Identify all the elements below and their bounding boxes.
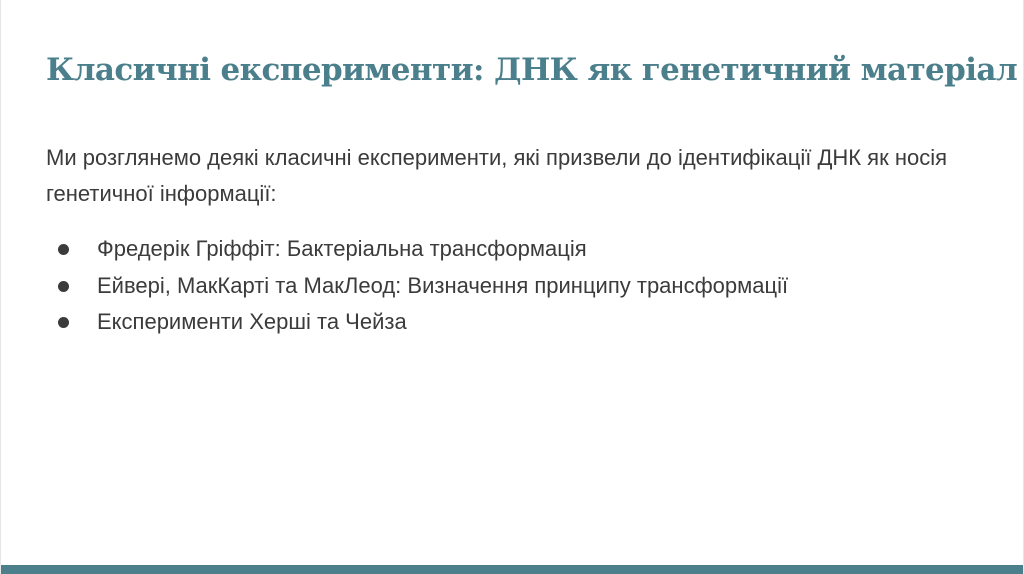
bullet-icon: [58, 281, 69, 292]
list-item: [46, 268, 788, 305]
list-item-text: Ейвері, МакКарті та МакЛеод: Визначення принципу трансформації: [97, 272, 789, 298]
list-item-text: Експерименти Херші та Чейза: [97, 309, 407, 334]
list-item: [46, 231, 788, 268]
footer-accent-bar: [1, 565, 1023, 574]
bullet-list: [46, 231, 788, 341]
bullet-icon: [58, 244, 69, 255]
list-item-text: Фредерік Гріффіт: Бактеріальна трансформація: [97, 236, 587, 261]
list-item: [46, 304, 788, 341]
bullet-icon: [58, 317, 69, 328]
slide-title: Класичні експерименти: ДНК як генетичний матеріал: [46, 52, 1018, 88]
intro-paragraph: Ми розглянемо деякі класичні експерименти, які призвели до ідентифікації ДНК як носія генетичної інформації:: [46, 145, 948, 206]
